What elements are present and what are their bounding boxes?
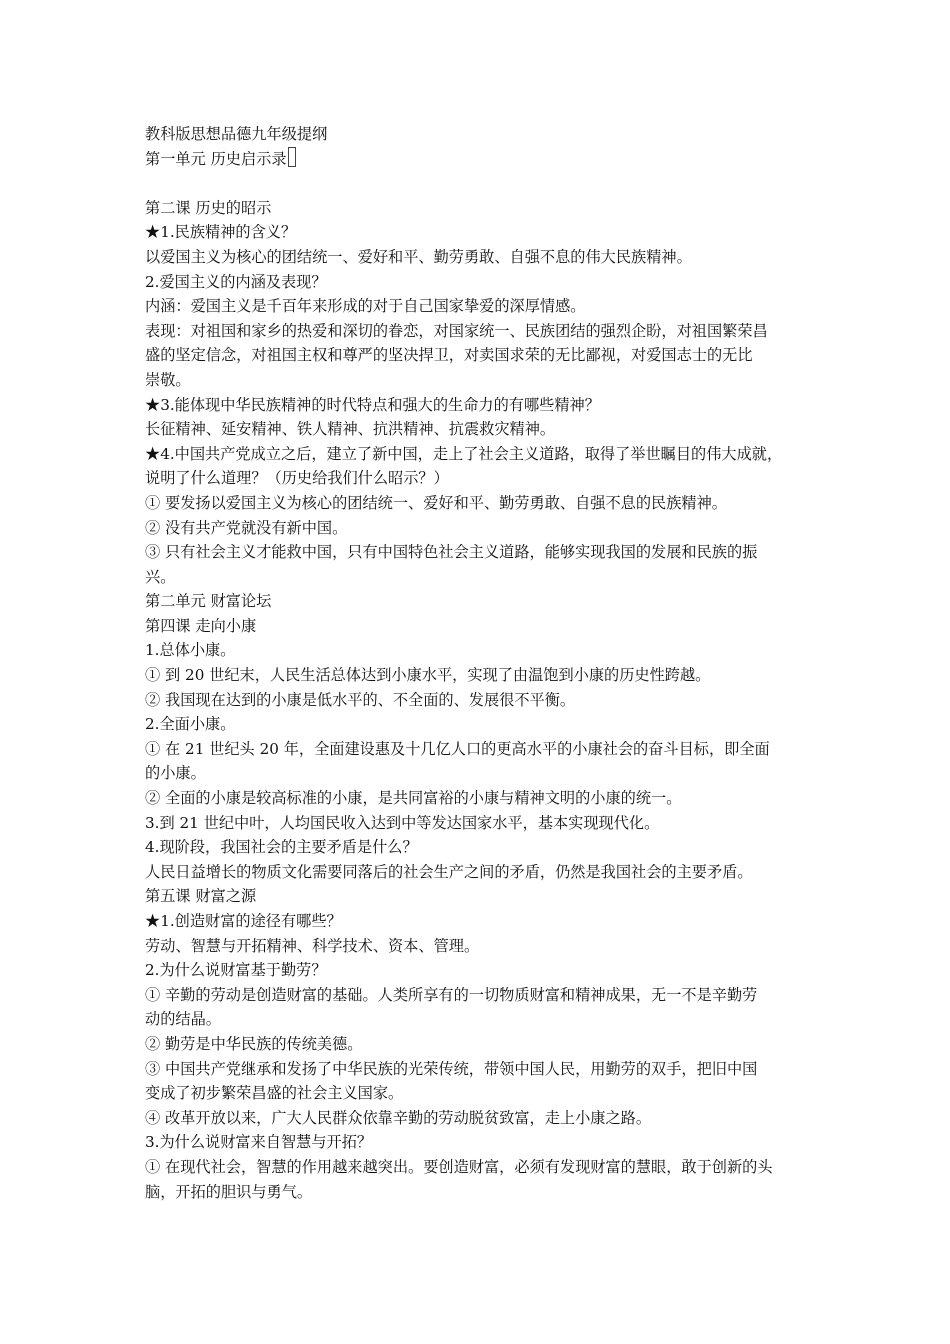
text-line: ★1.创造财富的途径有哪些？ [145,912,342,930]
text-line: 第五课 财富之源 [145,887,257,906]
text-line: 2.为什么说财富基于勤劳？ [145,961,327,980]
unit-heading [145,147,815,172]
text-line: 变成了初步繁荣昌盛的社会主义国家。 [145,1084,404,1103]
text-line: ★3.能体现中华民族精神的时代特点和强大的生命力的有哪些精神？ [145,395,600,414]
text-line: 的小康。 [145,764,206,783]
text-line: 4.现阶段，我国社会的主要矛盾是什么？ [145,838,418,857]
text-line: 表现：对祖国和家乡的热爱和深切的眷恋，对国家统一、民族团结的强烈企盼，对祖国繁荣昌 [145,321,768,340]
text-line: ① 在现代社会，智慧的作用越来越突出。要创造财富，必须有发现财富的慧眼，敢于创新的头 [145,1157,773,1176]
text-line: 3.为什么说财富来自智慧与开拓？ [145,1133,373,1152]
text-line: 1.总体小康。 [145,641,236,660]
text-line: ④ 改革开放以来，广大人民群众依靠辛勤的劳动脱贫致富，走上小康之路。 [145,1108,652,1127]
text-line: ★1.民族精神的含义？ [145,223,297,242]
text-line: 脑，开拓的胆识与勇气。 [145,1182,313,1201]
text-line: ① 要发扬以爱国主义为核心的团结统一、爱好和平、勤劳勇敢、自强不息的民族精神。 [145,493,727,512]
text-line: 2.全面小康。 [145,715,236,734]
text-line: ① 到 20 世纪末，人民生活总体达到小康水平，实现了由温饱到小康的历史性跨越。 [145,666,711,685]
text-line: 内涵：爱国主义是千百年来形成的对于自己国家挚爱的深厚情感。 [145,297,586,316]
text-line: ① 在 21 世纪头 20 年，全面建设惠及十几亿人口的更高水平的小康社会的奋斗目标，即全面 [145,739,770,758]
document-lines [145,196,815,1204]
text-line: 3.到 21 世纪中叶，人均国民收入达到中等发达国家水平，基本实现现代化。 [145,813,660,832]
text-line: 第四课 走向小康 [145,616,257,635]
text-line: ② 我国现在达到的小康是低水平的、不全面的、发展很不平衡。 [145,690,576,709]
document-title: 教科版思想品德九年级提纲 [145,125,328,143]
text-line: 2.爱国主义的内涵及表现？ [145,272,327,291]
unit-heading-text: 第一单元 历史启示录 [145,149,287,168]
text-line: 崇敬。 [145,370,191,389]
text-line: 以爱国主义为核心的团结统一、爱好和平、勤劳勇敢、自强不息的伟大民族精神。 [145,247,692,266]
text-line: ② 勤劳是中华民族的传统美德。 [145,1034,363,1053]
text-line: 说明了什么道理？（历史给我们什么昭示？） [145,469,449,488]
text-line: 盛的坚定信念，对祖国主权和尊严的坚决捍卫，对卖国求荣的无比鄙视，对爱国志士的无比 [145,346,753,365]
text-line: ③ 只有社会主义才能救中国，只有中国特色社会主义道路，能够实现我国的发展和民族的振 [145,543,758,562]
text-line: 第二单元 财富论坛 [145,592,272,611]
document-body [145,122,815,1204]
text-line: ① 辛勤的劳动是创造财富的基础。人类所享有的一切物质财富和精神成果，无一不是辛勤劳 [145,985,758,1004]
text-line: ② 没有共产党就没有新中国。 [145,518,348,537]
text-line: ★4.中国共产党成立之后，建立了新中国，走上了社会主义道路，取得了举世瞩目的伟大成就， [145,444,783,463]
text-line: 兴。 [145,567,176,586]
text-line: 劳动、智慧与开拓精神、科学技术、资本、管理。 [145,936,480,955]
text-line: 长征精神、延安精神、铁人精神、抗洪精神、抗震救灾精神。 [145,420,556,439]
text-line: 人民日益增长的物质文化需要同落后的社会生产之间的矛盾，仍然是我国社会的主要矛盾。 [145,862,753,881]
text-cursor-icon [288,147,296,167]
text-line: ② 全面的小康是较高标准的小康，是共同富裕的小康与精神文明的小康的统一。 [145,789,682,808]
blank-line [145,171,815,196]
text-line: ③ 中国共产党继承和发扬了中华民族的光荣传统，带领中国人民，用勤劳的双手，把旧中国 [145,1059,758,1078]
text-line: 第二课 历史的昭示 [145,198,272,217]
text-line: 动的结晶。 [145,1010,221,1029]
